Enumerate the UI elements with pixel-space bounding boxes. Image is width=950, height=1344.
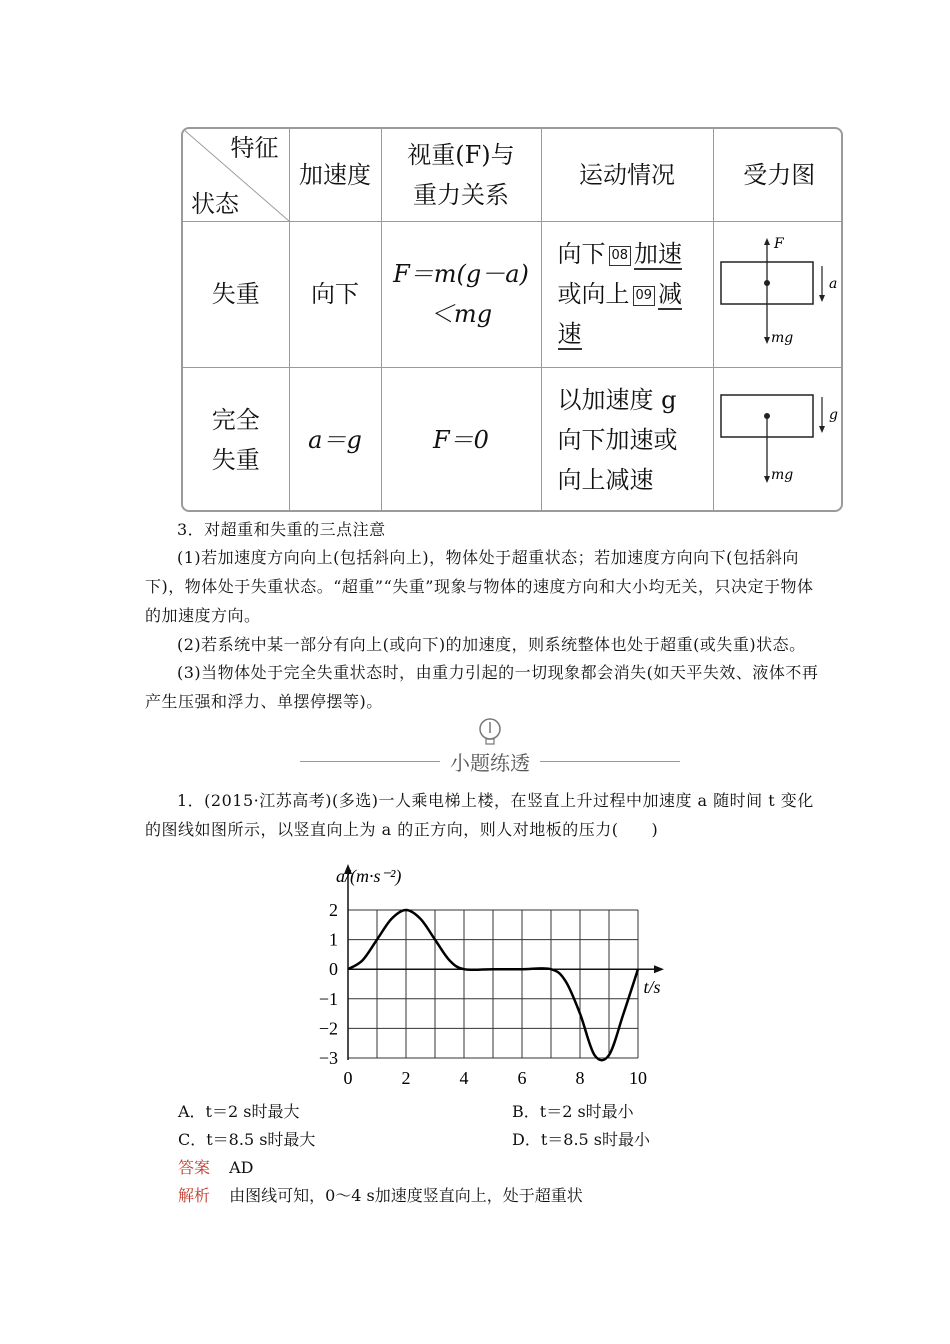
x-tick-label: 0	[343, 1068, 353, 1088]
arrow-head-a	[819, 295, 825, 302]
answer-value: AD	[229, 1158, 254, 1177]
header-acceleration: 加速度	[289, 129, 381, 221]
analysis-text: 由图线可知，0～4 s加速度竖直向上，处于超重状	[229, 1186, 583, 1205]
blank-answer-2-cont: 速	[557, 320, 582, 348]
relation-line2: ＜mg	[429, 300, 493, 328]
acceleration-time-chart	[300, 848, 668, 1098]
header-weight-relation	[381, 129, 541, 221]
header-motion: 运动情况	[541, 129, 713, 221]
question-text: 1．(2015·江苏高考)(多选)一人乘电梯上楼，在竖直上升过程中加速度 a 随时间 t 变化的图线如图所示，以竖直向上为 a 的正方向，则人对地板的压力( )	[145, 791, 814, 839]
y-tick-label: −1	[318, 988, 338, 1009]
motion-part2: 或向上	[557, 280, 630, 308]
x-tick-label: 10	[629, 1068, 647, 1088]
motion-line1: 以加速度 g	[557, 385, 677, 414]
note-2: (2)若系统中某一部分有向上(或向下)的加速度，则系统整体也处于超重(或失重)状态。	[177, 635, 806, 654]
x-tick-label: 4	[459, 1068, 469, 1088]
blank-answer-1: 加速	[634, 240, 683, 268]
chart-svg	[300, 848, 668, 1098]
y-tick-label: 1	[329, 929, 338, 950]
accel-equals-g: a＝g	[289, 367, 381, 512]
force-diagram-weightless	[713, 221, 843, 367]
motion-line2: 向下加速或	[557, 425, 678, 454]
y-tick-label: 0	[329, 959, 338, 980]
option-a[interactable]: A．t＝2 s时最大	[178, 1102, 300, 1121]
relation-f-zero: F＝0	[381, 367, 541, 512]
x-tick-label: 8	[575, 1068, 585, 1088]
label-a: a	[829, 276, 838, 292]
accel-down: 向下	[289, 221, 381, 367]
motion-complete-weightless	[541, 367, 713, 512]
arrow-head-g	[819, 426, 825, 433]
header-weight-line1: 视重(F)与	[407, 140, 515, 169]
state-line1: 完全	[211, 405, 260, 434]
relation-weightless	[381, 221, 541, 367]
motion-line3: 向上减速	[557, 465, 654, 494]
force-diagram-complete	[713, 367, 843, 512]
motion-part1: 向下	[557, 240, 606, 268]
header-weight-line2: 重力关系	[413, 180, 509, 209]
label-mg-2: mg	[771, 466, 794, 483]
relation-line1: F＝m(g－a)	[393, 260, 529, 288]
answer-label: 答案	[178, 1158, 211, 1177]
blank-number-08: 08	[609, 246, 632, 266]
label-F: F	[774, 236, 784, 252]
divider-line-right	[540, 761, 680, 762]
arrow-head-F	[764, 238, 770, 245]
label-mg: mg	[771, 330, 794, 346]
section-label: 小题练透	[450, 751, 530, 775]
section-divider	[300, 715, 680, 775]
lightbulb-icon	[477, 717, 503, 747]
arrow-head-mg-2	[764, 476, 770, 483]
weightlessness-table	[181, 127, 843, 512]
x-tick-label: 6	[517, 1068, 527, 1088]
state-weightless: 失重	[183, 221, 289, 367]
notes-title: 3．对超重和失重的三点注意	[177, 520, 386, 539]
state-complete-weightless	[183, 367, 289, 512]
x-axis-arrow	[654, 965, 664, 973]
motion-weightless	[541, 221, 713, 367]
header-feature: 特征	[230, 134, 279, 162]
y-axis-label: a/(m·s⁻²)	[336, 866, 402, 886]
y-tick-label: 2	[329, 900, 338, 920]
blank-number-09: 09	[633, 286, 656, 306]
analysis-line	[178, 1184, 583, 1208]
label-g: g	[829, 406, 839, 423]
option-b[interactable]: B．t＝2 s时最小	[512, 1102, 634, 1121]
analysis-label: 解析	[178, 1186, 211, 1205]
arrow-head-mg	[764, 337, 770, 344]
header-state: 状态	[191, 189, 239, 218]
force-diagram-svg-1	[714, 234, 843, 354]
option-d[interactable]: D．t＝8.5 s时最小	[512, 1130, 651, 1149]
blank-answer-2: 减	[658, 280, 683, 308]
header-force-diagram: 受力图	[713, 129, 843, 221]
x-axis-label: t/s	[643, 977, 661, 998]
note-3: (3)当物体处于完全失重状态时，由重力引起的一切现象都会消失(如天平失效、液体不再产生压强和浮力、单摆停摆等)。	[145, 663, 819, 711]
x-tick-label: 2	[401, 1068, 411, 1088]
note-1: (1)若加速度方向向上(包括斜向上)，物体处于超重状态；若加速度方向向下(包括斜向下)，物体处于失重状态。“超重”“失重”现象与物体的速度方向和大小均无关，只决定于物体的加速度方向。	[145, 548, 814, 625]
header-diagonal-cell	[183, 129, 289, 221]
y-tick-label: −2	[318, 1018, 338, 1039]
y-tick-label: −3	[318, 1048, 338, 1068]
answer-line	[178, 1156, 254, 1180]
option-c[interactable]: C．t＝8.5 s时最大	[178, 1130, 316, 1149]
force-diagram-svg-2	[714, 385, 843, 495]
state-line2: 失重	[211, 445, 260, 474]
